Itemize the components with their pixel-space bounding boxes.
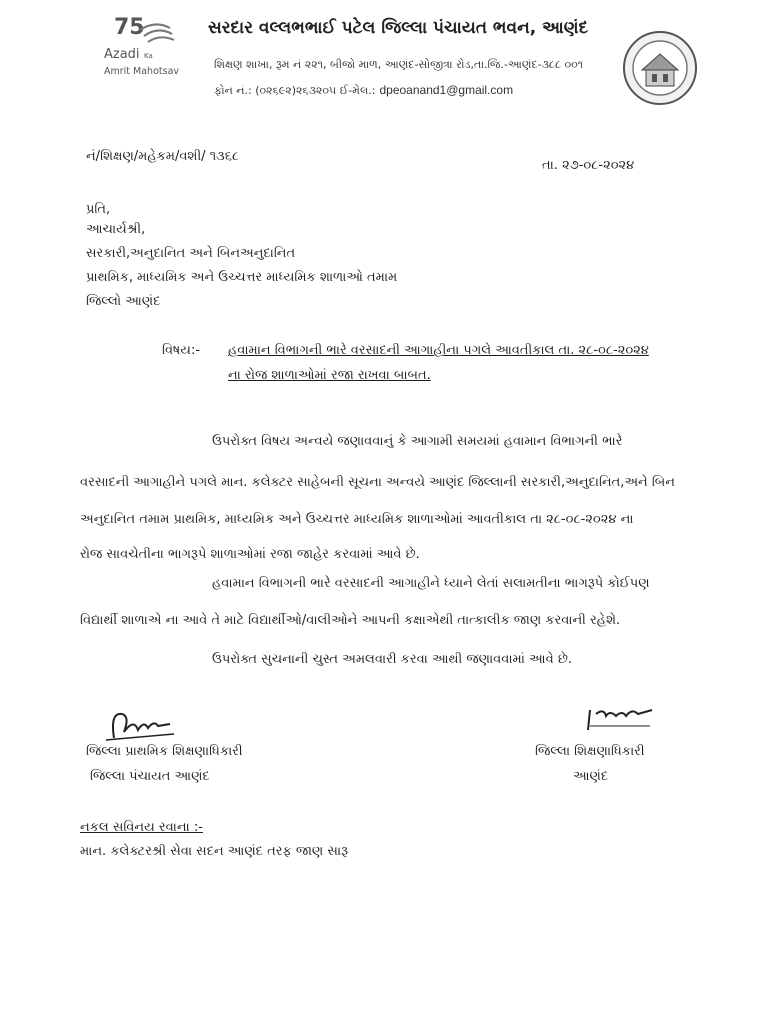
copy-to-line: માન. કલેક્ટરશ્રી સેવા સદન આણંદ તરફ જાણ સારૂ <box>80 844 348 859</box>
body-line: વિદ્યાર્થી શાળાએ ના આવે તે માટે વિદ્યાર્થીઓ/વાલીઓને આપની કક્ષાએથી તાત્કાલીક જાણ કરવાની રહેશે. <box>80 613 621 628</box>
left-signatory-office: જિલ્લા પંચાયત આણંદ <box>90 769 210 784</box>
left-signature-icon <box>100 704 180 744</box>
azadi-logo-graphic <box>100 14 190 80</box>
body-line: અનુદાનિત તમામ પ્રાથમિક, માધ્યમિક અને ઉચ્ચત્તર માધ્યમિક શાળાઓમાં આવતીકાલ તા ૨૮-૦૮-૨૦૨૪ ના <box>80 512 634 527</box>
office-address: શિક્ષણ શાખા, રૂમ નં ૨૨૧, બીજો માળ, આણંદ-સોજીત્રા રોડ,તા.જિ.-આણંદ-૩૮૮ ૦૦૧ <box>214 58 584 71</box>
addressee-label: પ્રતિ, <box>86 202 111 217</box>
logo-text-amrit-mahotsav: Amrit Mahotsav <box>104 66 180 77</box>
office-email: dpeoanand1@gmail.com <box>379 83 514 97</box>
subject-label: વિષય:- <box>162 343 201 358</box>
district-panchayat-seal-icon <box>622 30 698 106</box>
addressee-line: સરકારી,અનુદાનિત અને બિનઅનુદાનિત <box>86 246 296 261</box>
body-line: હવામાન વિભાગની ભારે વરસાદની આગાહીને ધ્યાને લેતાં સલામતીના ભાગરૂપે કોઈપણ <box>212 576 650 591</box>
reference-number: નં/શિક્ષણ/મહેકમ/વશી/ ૧૩૬૮ <box>86 149 240 164</box>
office-title: સરદાર વલ્લભભાઈ પટેલ જિલ્લા પંચાયત ભવન, આણંદ <box>208 18 589 38</box>
subject-line: હવામાન વિભાગની ભારે વરસાદની આગાહીના પગલે આવતીકાલ તા. ૨૮-૦૮-૨૦૨૪ <box>228 343 649 358</box>
body-line: ઉપરોક્ત સુચનાની ચુસ્ત અમલવારી કરવા આથી જણાવવામાં આવે છે. <box>212 652 572 667</box>
body-line: ઉપરોક્ત વિષય અન્વયે જણાવવાનું કે આગામી સમયમાં હવામાન વિભાગની ભારે <box>212 434 623 449</box>
right-signatory-title: જિલ્લા શિક્ષણાધિકારી <box>535 744 645 759</box>
body-line: વરસાદની આગાહીને પગલે માન. કલેક્ટર સાહેબની સૂચના અન્વયે આણંદ જિલ્લાની સરકારી,અનુદાનિત,અને બિન <box>80 475 675 490</box>
azadi-ka-amrit-mahotsav-logo <box>100 14 190 80</box>
letter-date: તા. ૨૭-૦૮-૨૦૨૪ <box>542 158 635 173</box>
addressee-line: પ્રાથમિક, માધ્યમિક અને ઉચ્ચત્તર માધ્યમિક શાળાઓ તમામ <box>86 270 398 285</box>
logo-text-azadi: Azadi <box>104 47 140 62</box>
subject-line: ના રોજ શાળાઓમાં રજા રાખવા બાબત. <box>228 368 431 383</box>
logo-text-ka: Ka <box>144 52 153 60</box>
office-contact <box>214 83 513 98</box>
logo-number: 75 <box>114 15 145 40</box>
body-line: રોજ સાવચેતીના ભાગરૂપે શાળાઓમાં રજા જાહેર કરવામાં આવે છે. <box>80 547 420 562</box>
addressee-line: જિલ્લો આણંદ <box>86 294 161 309</box>
right-signatory-office: આણંદ <box>573 769 609 784</box>
left-signatory-title: જિલ્લા પ્રાથમિક શિક્ષણાધિકારી <box>86 744 243 759</box>
copy-to-label: નકલ સવિનય રવાના :- <box>80 820 203 835</box>
right-signature-icon <box>580 704 660 736</box>
phone-label: ફોન નં.: (૦૨૬૯૨)૨૬૩૨૦૫ ઈ-મેલ.: <box>214 84 376 97</box>
addressee-line: આચાર્યશ્રી, <box>86 222 146 237</box>
